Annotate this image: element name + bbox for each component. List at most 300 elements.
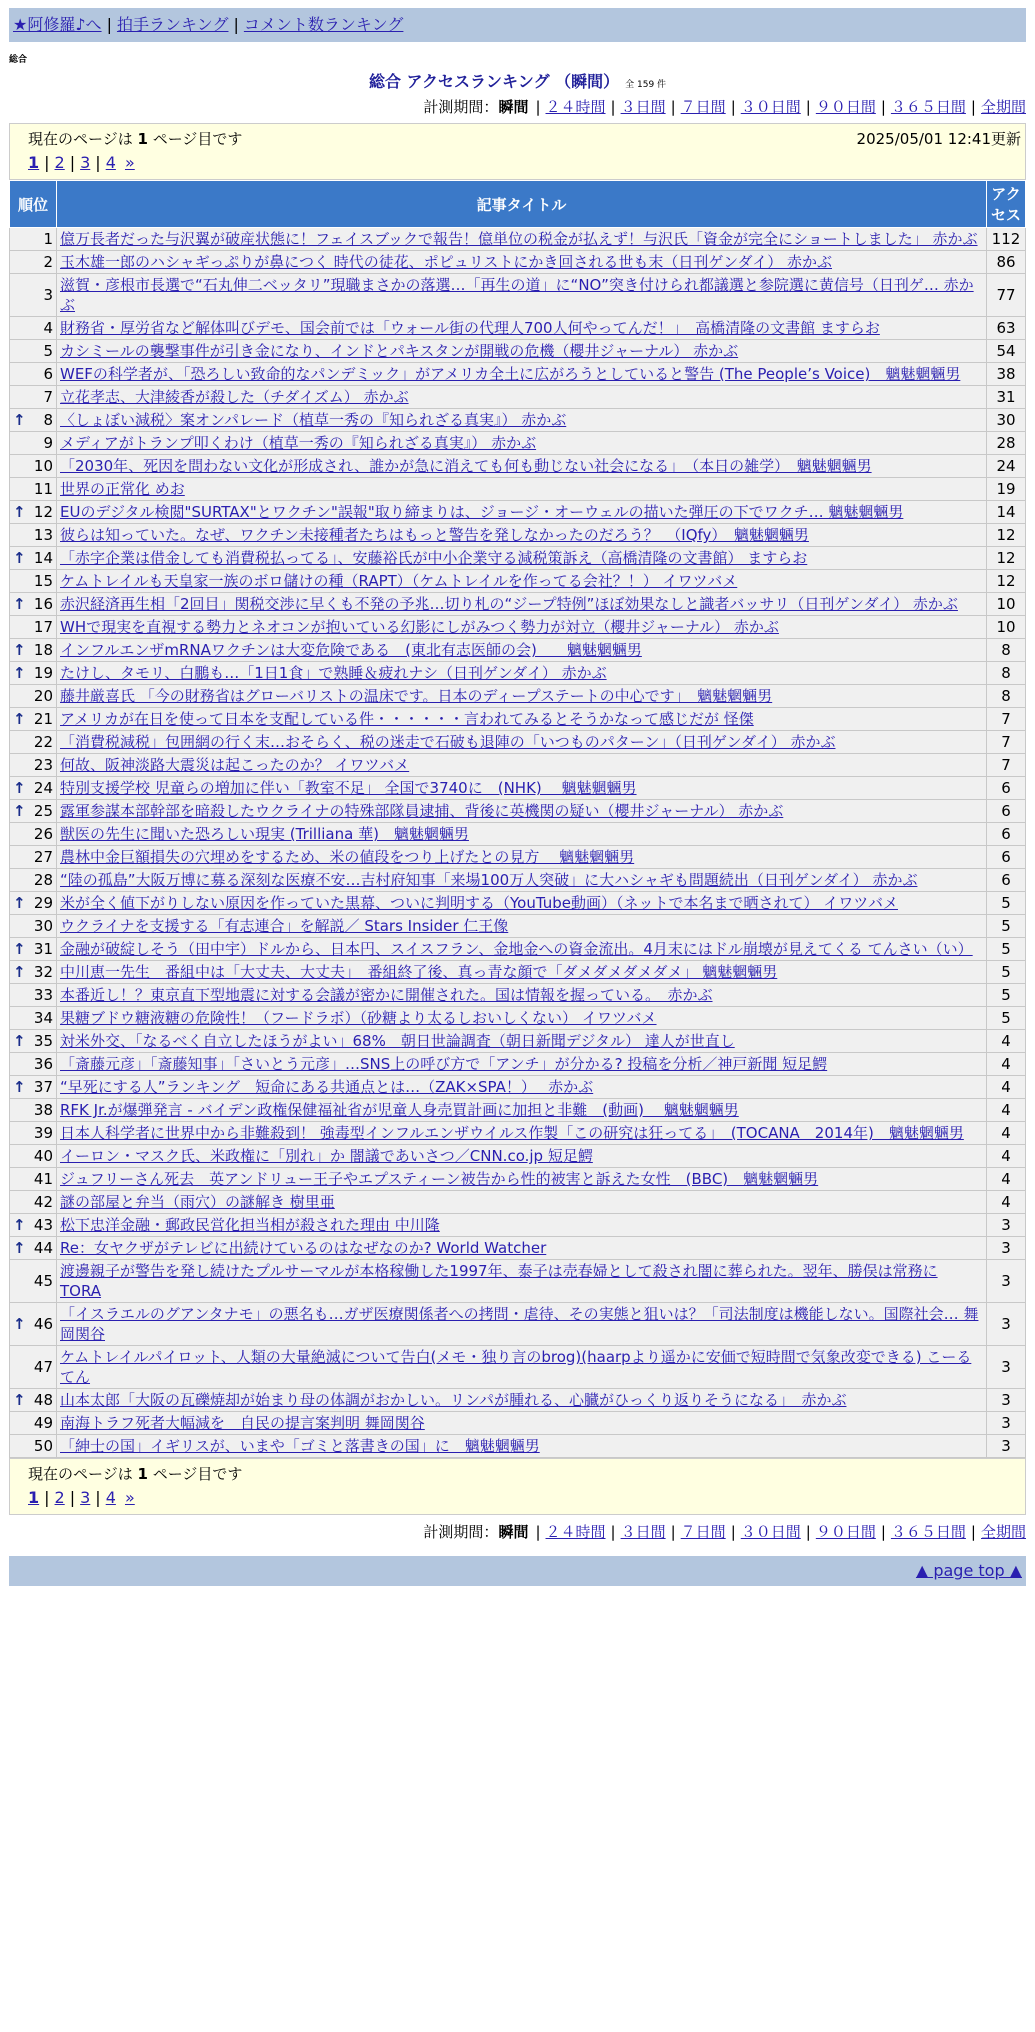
period-separator: | [535,1523,541,1541]
rank-number: 23 [33,756,53,774]
access-count: 77 [987,274,1026,317]
access-count: 8 [987,662,1026,685]
rank-number: 12 [33,503,53,521]
article-link[interactable]: 億万長者だった与沢翼が破産状態に！フェイスブックで報告！億単位の税金が払えず！与沢氏「資金が完全にショートしました」 赤かぶ [60,230,978,248]
article-link[interactable]: 対米外交、「なるべく自立したほうがよい」68% 朝日世論調査（朝日新聞デジタル） 達人が世直し [60,1032,735,1050]
table-row [10,869,1026,892]
title-cell [57,1303,987,1346]
table-row [10,478,1026,501]
article-link[interactable]: 本番近し！？東京直下型地震に対する会議が密かに開催された。国は情報を握っている。 赤かぶ [60,986,713,1004]
period-separator: | [805,98,811,116]
title-cell [57,1168,987,1191]
rank-cell [10,340,57,363]
period-separator: | [610,1523,616,1541]
access-count: 7 [987,731,1026,754]
access-count: 30 [987,409,1026,432]
access-count: 12 [987,524,1026,547]
rank-number: 45 [33,1272,53,1290]
table-row [10,1076,1026,1099]
access-count: 3 [987,1237,1026,1260]
access-count: 3 [987,1412,1026,1435]
period-link[interactable]: ３日間 [620,98,666,116]
article-link[interactable]: 中川恵一先生 番組中は「大丈夫、大丈夫」 番組終了後、真っ青な顔で「ダメダメダメダメ」 魑魅魍魎男 [60,963,778,981]
title-cell [57,938,987,961]
rank-cell [10,892,57,915]
rank-cell [10,501,57,524]
article-link[interactable]: 山本太郎「大阪の瓦礫焼却が始まり母の体調がおかしい。リンパが腫れる、心臓がひっくり返りそうになる」 赤かぶ [60,1391,847,1409]
page-title [9,69,1026,92]
article-link[interactable]: 〈しょぼい減税〉案オンパレード（植草一秀の『知られざる真実』） 赤かぶ [60,411,567,429]
page-separator: | [44,153,50,172]
rank-cell [10,938,57,961]
article-link[interactable]: 「赤字企業は借金しても消費税払ってる」、安藤裕氏が中小企業守る減税策訴え（高橋清隆の文書館） ますらお [60,549,808,567]
article-link[interactable]: WHで現実を直視する勢力とネオコンが抱いている幻影にしがみつく勢力が対立（櫻井ジャーナル） 赤かぶ [60,618,779,636]
title-cell [57,317,987,340]
table-row [10,1346,1026,1389]
current-page-text: 現在のページは 1 ページ目です [28,130,243,148]
access-count: 63 [987,317,1026,340]
article-link[interactable]: 米が全く値下がりしない原因を作っていた黒幕、ついに判明する（YouTube動画）（ネットで本名まで晒されて） イワツバメ [60,894,898,912]
access-count: 12 [987,547,1026,570]
title-cell [57,547,987,570]
rank-cell [10,662,57,685]
period-separator: | [610,98,616,116]
title-cell [57,984,987,1007]
article-link[interactable]: 財務省・厚労省など解体叫びデモ、国会前では「ウォール街の代理人700人何やってんだ！」 高橋清隆の文書館 ますらお [60,319,880,337]
table-row [10,570,1026,593]
rank-number: 41 [33,1170,53,1188]
rank-number: 30 [33,917,53,935]
access-count: 5 [987,915,1026,938]
period-link[interactable]: ３０日間 [740,98,801,116]
title-cell [57,1214,987,1237]
top-nav-bar [9,8,1026,42]
title-cell [57,731,987,754]
page-link[interactable]: 3 [80,153,91,172]
article-link[interactable]: 獣医の先生に聞いた恐ろしい現実 (Trilliana 華) 魑魅魍魎男 [60,825,469,843]
access-count: 24 [987,455,1026,478]
updated-timestamp: 2025/05/01 12:41更新 [856,130,1021,148]
rank-number: 48 [33,1391,53,1409]
rank-cell [10,593,57,616]
period-link[interactable]: ２４時間 [545,98,606,116]
article-link[interactable]: Re：女ヤクザがテレビに出続けているのはなぜなのか? World Watcher [60,1239,547,1257]
rank-cell [10,547,57,570]
access-count: 4 [987,1122,1026,1145]
rank-up-arrow-icon: ↑ [13,595,26,613]
access-count: 7 [987,708,1026,731]
rank-cell [10,708,57,731]
access-count: 112 [987,228,1026,251]
period-link[interactable]: ９０日間 [815,98,876,116]
article-link[interactable]: たけし、タモリ、白鵬も…「1日1食」で熟睡＆疲れナシ（日刊ゲンダイ） 赤かぶ [60,664,607,682]
title-cell [57,1053,987,1076]
rank-cell [10,1076,57,1099]
rank-up-arrow-icon: ↑ [13,1032,26,1050]
rank-cell [10,274,57,317]
rank-number: 42 [33,1193,53,1211]
rank-cell [10,1389,57,1412]
access-count: 4 [987,1030,1026,1053]
period-separator: | [670,1523,676,1541]
access-count: 14 [987,501,1026,524]
rank-up-arrow-icon: ↑ [13,664,26,682]
rank-number: 17 [33,618,53,636]
title-cell [57,616,987,639]
access-count: 3 [987,1435,1026,1458]
page-link-current[interactable]: 1 [28,1488,40,1507]
page-link-current[interactable]: 1 [28,153,40,172]
title-cell [57,846,987,869]
rank-number: 14 [33,549,53,567]
title-cell [57,1412,987,1435]
ranking-table [9,180,1026,1458]
table-row [10,593,1026,616]
title-cell [57,1346,987,1389]
access-count: 5 [987,938,1026,961]
table-row [10,1389,1026,1412]
article-link[interactable]: カシミールの襲撃事件が引き金になり、インドとパキスタンが開戦の危機（櫻井ジャーナル） 赤かぶ [60,342,739,360]
rank-cell [10,1053,57,1076]
table-row [10,363,1026,386]
status-box-bottom [9,1458,1026,1515]
period-link[interactable]: ７日間 [680,1523,726,1541]
applause-ranking-link[interactable]: 拍手ランキング [116,15,229,34]
page-separator: | [95,153,101,172]
table-row [10,524,1026,547]
access-count: 3 [987,1260,1026,1303]
period-current: 瞬間 [498,1523,529,1541]
rank-number: 2 [43,253,53,271]
comment-ranking-link[interactable]: コメント数ランキング [243,15,404,34]
rank-number: 36 [33,1055,53,1073]
page-top-link[interactable]: ▲ page top ▲ [915,1561,1022,1580]
status-box-top [9,123,1026,180]
table-row [10,777,1026,800]
rank-cell [10,869,57,892]
next-page-link[interactable]: » [124,153,135,172]
title-cell [57,501,987,524]
article-link[interactable]: 滋賀・彦根市長選で“石丸伸二ベッタリ”現職まさかの落選…「再生の道」に“NO”突き付けられ都議選と参院選に黄信号（日刊ゲ… 赤かぶ [60,276,974,314]
nav-separator: | [233,15,239,34]
period-link[interactable]: ３６５日間 [890,98,966,116]
home-link[interactable]: ★阿修羅♪へ [13,15,102,34]
rank-number: 13 [33,526,53,544]
access-count: 3 [987,1346,1026,1389]
article-link[interactable]: 農林中金巨額損失の穴埋めをするため、米の値段をつり上げたとの見方 魑魅魍魎男 [60,848,635,866]
access-count: 5 [987,961,1026,984]
article-link[interactable]: 日本人科学者に世界中から非難殺到！ 強毒型インフルエンザウイルス作製「この研究は狂ってる」 (TOCANA 2014年) 魑魅魍魎男 [60,1124,964,1142]
article-link[interactable]: 世界の正常化 めお [60,480,185,498]
table-row [10,1099,1026,1122]
table-row [10,662,1026,685]
rank-up-arrow-icon: ↑ [13,710,26,728]
rank-number: 10 [33,457,53,475]
period-current: 瞬間 [498,98,529,116]
rank-cell [10,228,57,251]
article-link[interactable]: 彼らは知っていた。なぜ、ワクチン未接種者たちはもっと警告を発しなかったのだろう？ （IQfy） 魑魅魍魎男 [60,526,809,544]
title-cell [57,1191,987,1214]
period-link[interactable]: ３０日間 [740,1523,801,1541]
title-cell [57,915,987,938]
rank-cell [10,251,57,274]
article-link[interactable]: メディアがトランプ叩くわけ（植草一秀の『知られざる真実』） 赤かぶ [60,434,537,452]
article-link[interactable]: 「斎藤元彦」「斎藤知事」「さいとう元彦」…SNS上の呼び方で「アンチ」が分かる? 投稿を分析／神戸新聞 短足鰐 [60,1055,828,1073]
rank-cell [10,731,57,754]
article-link[interactable]: 金融が破綻しそう（田中宇）ドルから、日本円、スイスフラン、金地金への資金流出。4月末にはドル崩壊が見えてくる てんさい（い） [60,940,973,958]
article-link[interactable]: 謎の部屋と弁当（雨穴）の謎解き 樹里亜 [60,1193,335,1211]
article-link[interactable]: 露軍参謀本部幹部を暗殺したウクライナの特殊部隊員逮捕、背後に英機関の疑い（櫻井ジャーナル） 赤かぶ [60,802,784,820]
access-count: 4 [987,1191,1026,1214]
access-count: 54 [987,340,1026,363]
rank-cell [10,1030,57,1053]
rank-number: 50 [33,1437,53,1455]
access-count: 6 [987,823,1026,846]
table-row [10,455,1026,478]
table-row [10,1168,1026,1191]
article-link[interactable]: RFK Jr.が爆弾発言 - バイデン政権保健福祉省が児童人身売買計画に加担と非難 (動画) 魑魅魍魎男 [60,1101,739,1119]
article-link[interactable]: 「イスラエルのグアンタナモ」の悪名も…ガザ医療関係者への拷問・虐待、その実態と狙いは？「司法制度は機能しない。国際社会… 舞岡関谷 [60,1305,979,1343]
article-link[interactable]: ケムトレイルパイロット、人類の大量絶滅について告白(メモ・独り言のbrog)(haarpより遥かに安価で短時間で気象改変できる) こーるてん [60,1348,972,1386]
rank-number: 25 [33,802,53,820]
rank-number: 8 [43,411,53,429]
article-link[interactable]: 松下忠洋金融・郵政民営化担当相が殺された理由 中川隆 [60,1216,440,1234]
access-count: 6 [987,800,1026,823]
article-link[interactable]: ウクライナを支援する「有志連合」を解説／ Stars Insider 仁王像 [60,917,509,935]
rank-up-arrow-icon: ↑ [13,411,26,429]
table-row [10,1260,1026,1303]
period-link[interactable]: ３６５日間 [890,1523,966,1541]
page-separator: | [44,1488,50,1507]
pagination-bottom [10,1486,1025,1514]
table-row [10,386,1026,409]
rank-number: 22 [33,733,53,751]
period-link[interactable]: ７日間 [680,98,726,116]
table-row [10,274,1026,317]
title-cell [57,1007,987,1030]
rank-cell [10,363,57,386]
article-link[interactable]: 特別支援学校 児童らの増加に伴い「教室不足」 全国で3740に (NHK) 魑魅魍魎男 [60,779,637,797]
rank-up-arrow-icon: ↑ [13,779,26,797]
access-count: 5 [987,1007,1026,1030]
access-count: 4 [987,1145,1026,1168]
period-selector-top [9,96,1026,117]
title-cell [57,708,987,731]
rank-number: 3 [43,286,53,304]
rank-number: 43 [33,1216,53,1234]
rank-number: 1 [43,230,53,248]
article-link[interactable]: 何故、阪神淡路大震災は起こったのか？ イワツバメ [60,756,410,774]
current-page-text-bottom: 現在のページは 1 ページ目です [28,1465,243,1483]
rank-number: 27 [33,848,53,866]
period-link[interactable]: ９０日間 [815,1523,876,1541]
table-row [10,938,1026,961]
rank-number: 11 [33,480,53,498]
period-separator: | [805,1523,811,1541]
access-count: 4 [987,1076,1026,1099]
title-cell [57,228,987,251]
title-cell [57,1435,987,1458]
period-link[interactable]: ３日間 [620,1523,666,1541]
rank-number: 37 [33,1078,53,1096]
rank-up-arrow-icon: ↑ [13,802,26,820]
article-link[interactable]: 渡邊親子が警告を発し続けたプルサーマルが本格稼働した1997年、泰子は売春婦として殺され闇に葬られた。翌年、勝俣は常務に TORA [60,1262,938,1300]
rank-number: 16 [33,595,53,613]
access-count: 31 [987,386,1026,409]
access-count: 86 [987,251,1026,274]
access-count: 7 [987,754,1026,777]
access-count: 3 [987,1303,1026,1346]
page-link[interactable]: 2 [54,1488,65,1507]
article-link[interactable]: 「2030年、死因を問わない文化が形成され、誰かが急に消えても何も動じない社会になる」 （本日の雑学） 魑魅魍魎男 [60,457,872,475]
rank-cell [10,317,57,340]
title-cell [57,1237,987,1260]
page-link[interactable]: 3 [80,1488,91,1507]
rank-number: 26 [33,825,53,843]
rank-cell [10,915,57,938]
article-link[interactable]: 藤井厳喜氏 「今の財務省はグローバリストの温床です。日本のディープステートの中心です」 魑魅魍魎男 [60,687,773,705]
nav-separator: | [106,15,112,34]
period-label: 計測期間： [423,1523,499,1541]
table-row [10,961,1026,984]
title-cell [57,593,987,616]
access-header: アクセス [987,181,1026,228]
article-link[interactable]: EUのデジタル検閲"SURTAX"とワクチン"誤報"取り締まりは、ジョージ・オーウェルの描いた弾圧の下でワクチ… 魑魅魍魎男 [60,503,904,521]
period-separator: | [970,1523,976,1541]
access-count: 3 [987,1389,1026,1412]
period-separator: | [535,98,541,116]
article-link[interactable]: ケムトレイルも天皇家一族のボロ儲けの種（RAPT）（ケムトレイルを作ってる会社？！） イワツバメ [60,572,738,590]
rank-cell [10,1412,57,1435]
rank-cell [10,409,57,432]
table-row [10,228,1026,251]
title-cell [57,1030,987,1053]
access-count: 38 [987,363,1026,386]
article-link[interactable]: インフルエンザmRNAワクチンは大変危険である (東北有志医師の会) 魑魅魍魎男 [60,641,642,659]
access-count: 6 [987,846,1026,869]
rank-cell [10,478,57,501]
title-cell [57,1122,987,1145]
period-separator: | [880,1523,886,1541]
table-row [10,1030,1026,1053]
rank-up-arrow-icon: ↑ [13,963,26,981]
title-cell [57,754,987,777]
title-cell [57,251,987,274]
rank-up-arrow-icon: ↑ [13,1239,26,1257]
table-row [10,317,1026,340]
rank-cell [10,1191,57,1214]
rank-number: 24 [33,779,53,797]
rank-up-arrow-icon: ↑ [13,894,26,912]
rank-number: 32 [33,963,53,981]
table-row [10,846,1026,869]
period-separator: | [970,98,976,116]
rank-number: 20 [33,687,53,705]
article-link[interactable]: 南海トラフ死者大幅減を 自民の提言案判明 舞岡関谷 [60,1414,425,1432]
article-link[interactable]: “陸の孤島”大阪万博に募る深刻な医療不安…吉村府知事「来場100万人突破」に大ハシャギも問題続出（日刊ゲンダイ） 赤かぶ [60,871,918,889]
title-cell [57,1076,987,1099]
title-cell [57,892,987,915]
bottom-bar [9,1556,1026,1586]
pagination-top [10,151,1025,179]
page-link[interactable]: 4 [105,153,116,172]
page-separator: | [69,153,76,172]
rank-number: 5 [43,342,53,360]
page-link[interactable]: 4 [105,1488,116,1507]
title-cell [57,869,987,892]
title-cell [57,1389,987,1412]
title-cell [57,386,987,409]
article-link[interactable]: 玉木雄一郎のハシャギっぷりが鼻につく 時代の徒花、ポピュリストにかき回される世も末（日刊ゲンダイ） 赤かぶ [60,253,832,271]
article-link[interactable]: “早死にする人”ランキング 短命にある共通点とは…（ZAK×SPA！） 赤かぶ [60,1078,594,1096]
rank-cell [10,616,57,639]
table-row [10,1214,1026,1237]
rank-cell [10,1007,57,1030]
article-link[interactable]: 「消費税減税」包囲網の行く末…おそらく、税の迷走で石破も退陣の「いつものパターン」（日刊ゲンダイ） 赤かぶ [60,733,836,751]
rank-cell [10,570,57,593]
article-link[interactable]: 果糖ブドウ糖液糖の危険性！（フードラボ）（砂糖より太るしおいしくない） イワツバメ [60,1009,657,1027]
title-cell [57,662,987,685]
article-link[interactable]: アメリカが在日を使って日本を支配している件・・・・・・言われてみるとそうかなって感じだが 怪傑 [60,710,754,728]
article-link[interactable]: イーロン・マスク氏、米政権に「別れ」か 闇議であいさつ／CNN.co.jp 短足鰐 [60,1147,593,1165]
title-cell [57,363,987,386]
rank-number: 19 [33,664,53,682]
rank-number: 7 [43,388,53,406]
page-link[interactable]: 2 [54,153,65,172]
article-link[interactable]: 赤沢経済再生相「2回目」関税交渉に早くも不発の予兆…切り札の“ジープ特例”ほぼ効果なしと識者バッサリ（日刊ゲンダイ） 赤かぶ [60,595,958,613]
title-cell [57,777,987,800]
table-row [10,432,1026,455]
page-title-text: 総合 アクセスランキング （瞬間） [368,72,620,91]
rank-cell [10,800,57,823]
rank-cell [10,984,57,1007]
period-separator: | [730,1523,736,1541]
article-link[interactable]: WEFの科学者が、「恐ろしい致命的なパンデミック」がアメリカ全土に広がろうとしていると警告 (The People’s Voice) 魑魅魍魎男 [60,365,961,383]
access-count: 6 [987,869,1026,892]
table-row [10,685,1026,708]
rank-number: 49 [33,1414,53,1432]
title-cell [57,1260,987,1303]
rank-number: 15 [33,572,53,590]
table-row [10,800,1026,823]
rank-up-arrow-icon: ↑ [13,503,26,521]
article-link[interactable]: 「紳士の国」イギリスが、いまや「ゴミと落書きの国」に 魑魅魍魎男 [60,1437,540,1455]
title-cell [57,1099,987,1122]
table-row [10,1191,1026,1214]
rank-number: 33 [33,986,53,1004]
period-link[interactable]: 全期間 [980,1523,1026,1541]
table-row [10,251,1026,274]
rank-number: 6 [43,365,53,383]
rank-cell [10,685,57,708]
rank-up-arrow-icon: ↑ [13,1315,26,1333]
rank-cell [10,961,57,984]
access-count: 5 [987,892,1026,915]
article-link[interactable]: 立花孝志、大津綾香が殺した（チダイズム） 赤かぶ [60,388,409,406]
rank-cell [10,639,57,662]
table-row [10,1435,1026,1458]
period-link[interactable]: 全期間 [980,98,1026,116]
rank-number: 18 [33,641,53,659]
table-row [10,1412,1026,1435]
rank-cell [10,1099,57,1122]
title-cell [57,409,987,432]
next-page-link[interactable]: » [124,1488,135,1507]
article-link[interactable]: ジュフリーさん死去 英アンドリュー王子やエプスティーン被告から性的被害と訴えた女性 (BBC) 魑魅魍魎男 [60,1170,819,1188]
title-cell [57,570,987,593]
period-link[interactable]: ２４時間 [545,1523,606,1541]
access-count: 10 [987,593,1026,616]
